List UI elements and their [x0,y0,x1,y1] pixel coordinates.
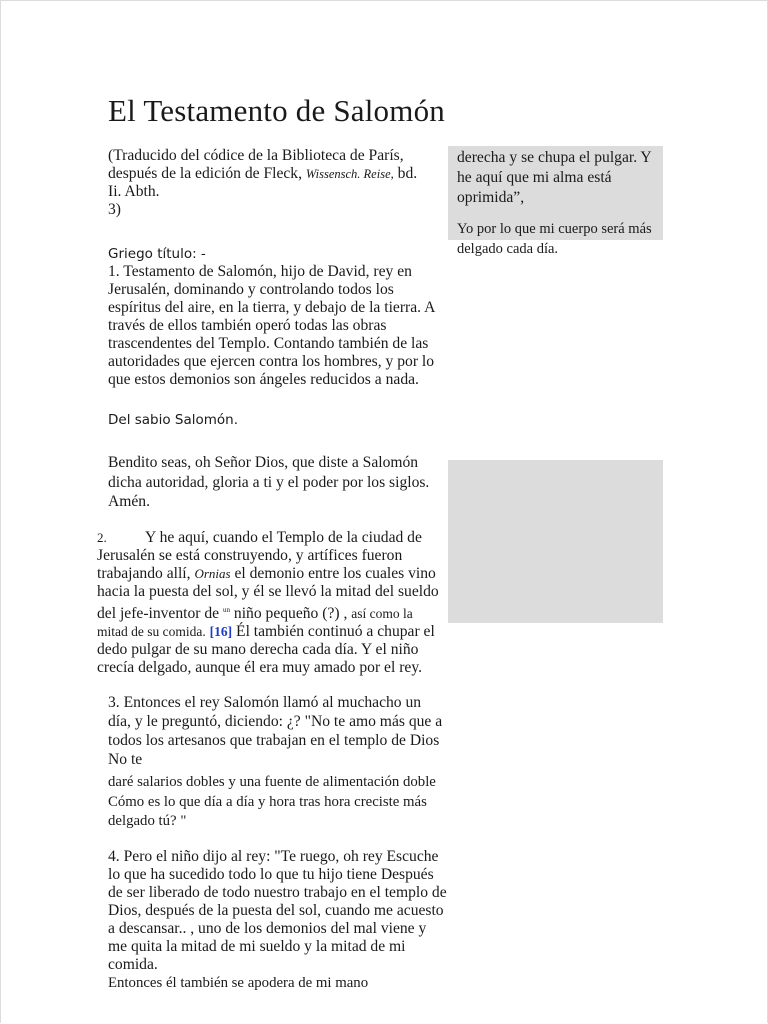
intro-line-1: (Traducido del códice de la Biblioteca de París, [108,147,404,164]
paragraph-2-text-a: Y he aquí, cuando el Templo de la ciudad de Jerusalén se está construyendo, y artífices fueron trabajando allí, [97,529,422,582]
paragraph-4-continued: Entonces él también se apodera de mi mano [108,975,369,991]
paragraph-4: 4. Pero el niño dijo al rey: "Te ruego, oh rey Escuche lo que ha sucedido todo lo que tu hijo tiene Después de ser liberado de todo nuestro trabajo en el templo de Dios, después de la puesta del sol, cuando me acuesto a descansar.. , uno de los demonios del mal viene y me quita la mitad de mi sueldo y la mitad de mi comida. [108,848,447,973]
ornias-name: Ornias [194,566,231,581]
superscript-un: un [223,606,230,614]
intro-line-2b: bd. [397,165,418,182]
page-title: El Testamento de Salomón [108,93,445,128]
paragraph-2-text-b: el demonio entre los cuales vino hacia la puesta del sol, y él se llevó la mitad del sueldo del jefe-inventor de [97,565,439,623]
gray-placeholder-block [448,460,663,623]
footnote-link-16[interactable]: [16] [209,624,233,640]
paragraph-3: 3. Entonces el rey Salomón llamó al muchacho un día, y le preguntó, diciendo: ¿? "No te amo más que a todos los artesanos que trabajan en el templo de Dios No te [108,694,443,768]
intro-note [108,147,444,219]
subheading: Del sabio Salomón. [108,412,239,428]
intro-line-2a: después de la edición de Fleck, [108,165,302,182]
greek-title: Griego título: - [108,246,206,262]
right-column-text-1: derecha y se chupa el pulgar. Y he aquí que mi alma está oprimida”, [457,149,652,206]
paragraph-2-text-c: niño pequeño (?) , [233,605,348,623]
blessing-paragraph: Bendito seas, oh Señor Dios, que diste a Salomón dicha autoridad, gloria a ti y el poder por los siglos. Amén. [108,454,430,510]
paragraph-3-continued: daré salarios dobles y una fuente de alimentación doble Cómo es lo que día a día y hora tras hora creciste más delgado tú? " [108,774,436,829]
intro-italic-ref: Wissensch. Reise, [305,167,394,181]
paragraph-2-number: 2. [97,530,107,545]
paragraph-1: 1. Testamento de Salomón, hijo de David, rey en Jerusalén, dominando y controlando todos los espíritus del aire, en la tierra, y debajo de la tierra. A través de ellos también operó todas las obras trascendentes del Templo. Contando también de las autoridades que ejercen contra los hombres, y por lo que estos demonios son ángeles reducidos a nada. [108,263,435,388]
paragraph-2 [97,529,443,677]
intro-line-4: 3) [108,201,121,218]
paragraph-2-text-e: Él también continuó a chupar el dedo pulgar de su mano derecha cada día. Y el niño crecía delgado, aunque él era muy amado por el rey. [97,623,435,677]
right-column-text-2: Yo por lo que mi cuerpo será más delgado cada día. [457,221,652,257]
left-column [108,147,444,512]
intro-line-3: Ii. Abth. [108,183,160,200]
paragraph-2-text-d: así como la mitad de su comida. [97,606,413,640]
